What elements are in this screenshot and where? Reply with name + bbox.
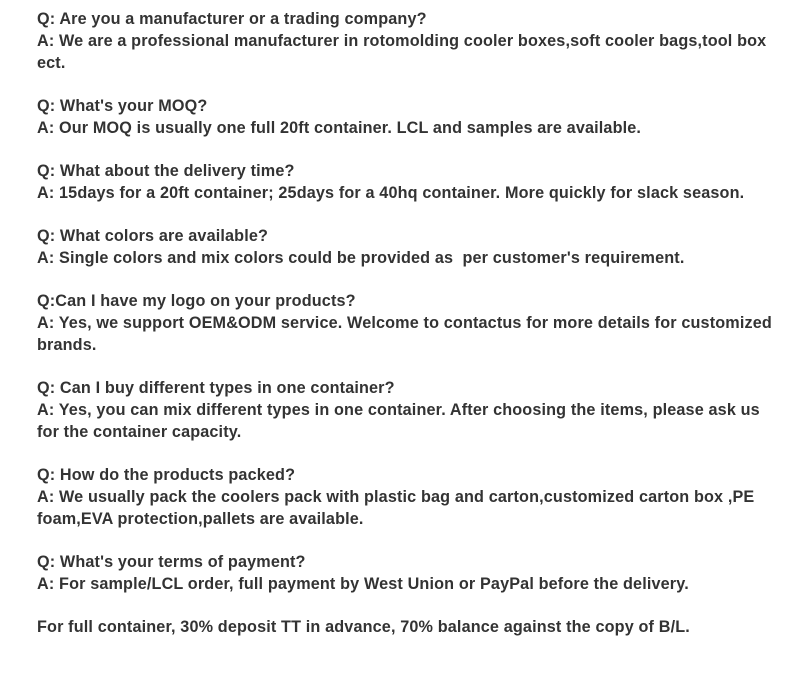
faq-answer: A: 15days for a 20ft container; 25days for a 40hq container. More quickly for slack season. bbox=[37, 184, 745, 202]
faq-question: Q: Can I buy different types in one container? bbox=[37, 379, 395, 397]
faq-item-mixed-types bbox=[37, 377, 782, 443]
faq-answer: A: Single colors and mix colors could be provided as per customer's requirement. bbox=[37, 249, 685, 267]
faq-item-logo bbox=[37, 290, 782, 356]
payment-closing-note: For full container, 30% deposit TT in advance, 70% balance against the copy of B/L. bbox=[37, 618, 690, 636]
faq-section bbox=[37, 8, 782, 638]
faq-question: Q: What's your MOQ? bbox=[37, 97, 208, 115]
faq-answer: A: For sample/LCL order, full payment by West Union or PayPal before the delivery. bbox=[37, 575, 689, 593]
faq-item-manufacturer bbox=[37, 8, 782, 74]
faq-item-moq bbox=[37, 95, 782, 139]
faq-question: Q: What colors are available? bbox=[37, 227, 269, 245]
faq-item-colors bbox=[37, 225, 782, 269]
faq-question: Q: What about the delivery time? bbox=[37, 162, 295, 180]
faq-answer: A: We are a professional manufacturer in rotomolding cooler boxes,soft cooler bags,tool box ect. bbox=[37, 32, 767, 72]
faq-question: Q: How do the products packed? bbox=[37, 466, 296, 484]
faq-item-delivery-time bbox=[37, 160, 782, 204]
faq-item-payment bbox=[37, 551, 782, 595]
faq-answer: A: We usually pack the coolers pack with plastic bag and carton,customized carton box ,PE foam,EVA protection,pallets are available. bbox=[37, 488, 755, 528]
faq-question: Q: What's your terms of payment? bbox=[37, 553, 306, 571]
faq-question: Q:Can I have my logo on your products? bbox=[37, 292, 356, 310]
faq-answer: A: Our MOQ is usually one full 20ft container. LCL and samples are available. bbox=[37, 119, 642, 137]
faq-item-packing bbox=[37, 464, 782, 530]
faq-question: Q: Are you a manufacturer or a trading company? bbox=[37, 10, 427, 28]
faq-answer: A: Yes, you can mix different types in one container. After choosing the items, please ask us for the container capacity. bbox=[37, 401, 760, 441]
faq-answer: A: Yes, we support OEM&ODM service. Welcome to contactus for more details for customized brands. bbox=[37, 314, 772, 354]
